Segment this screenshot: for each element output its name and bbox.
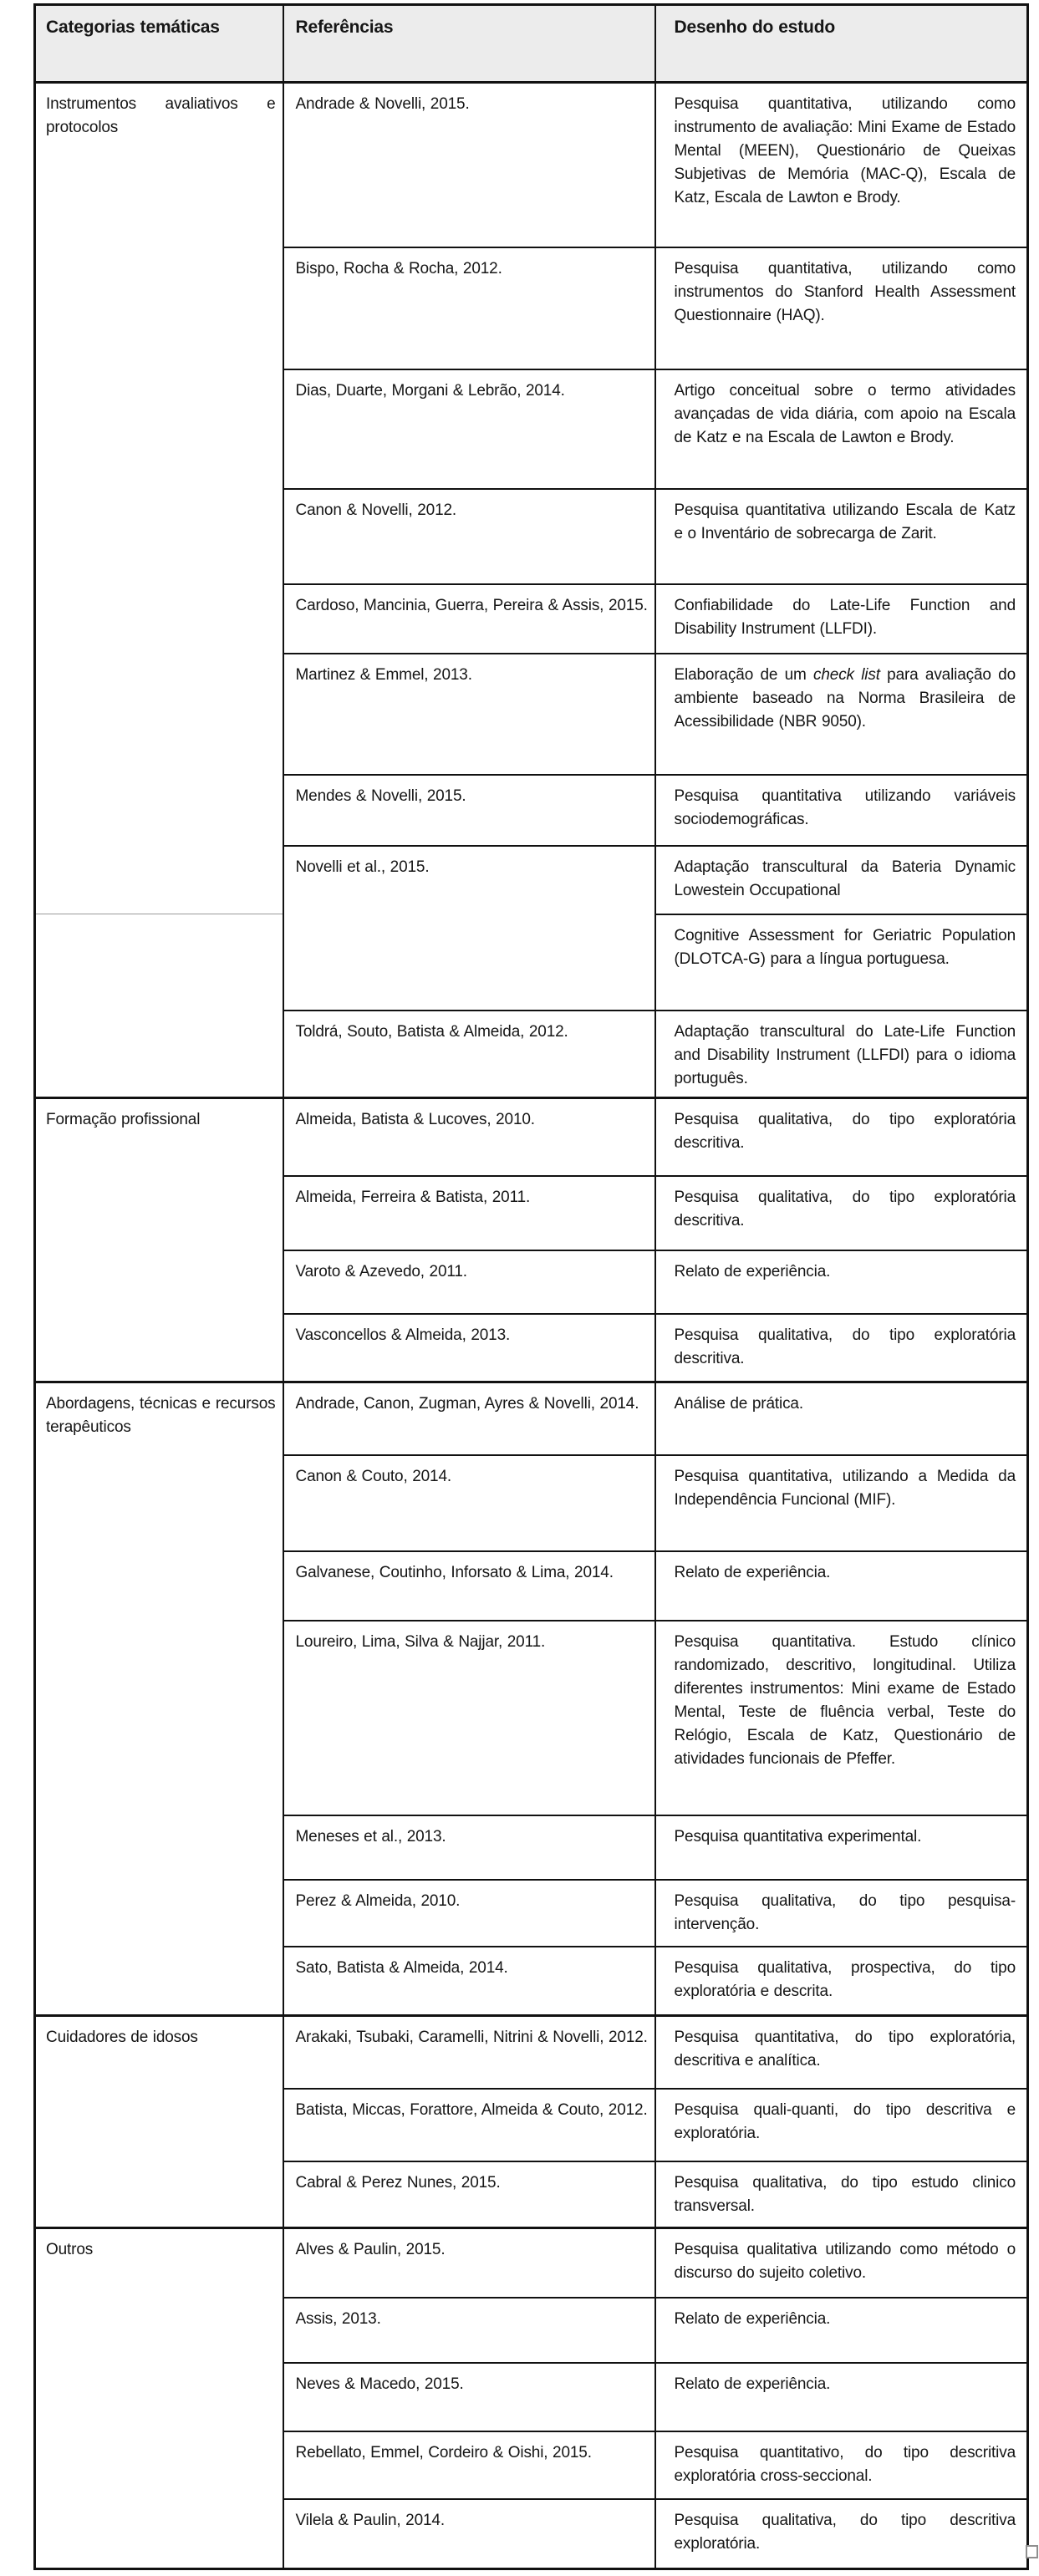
reference-cell: Arakaki, Tsubaki, Caramelli, Nitrini & Novelli, 2012. <box>283 2016 655 2089</box>
reference-cell: Sato, Batista & Almeida, 2014. <box>283 1947 655 2016</box>
missing-glyph-box <box>1026 2545 1038 2558</box>
category-cell: Cuidadores de idosos <box>35 2016 283 2228</box>
category-cell: Formação profissional <box>35 1098 283 1382</box>
reference-cell: Galvanese, Coutinho, Inforsato & Lima, 2014. <box>283 1551 655 1621</box>
reference-cell: Canon & Couto, 2014. <box>283 1455 655 1551</box>
reference-cell: Cardoso, Mancinia, Guerra, Pereira & Assis, 2015. <box>283 584 655 654</box>
table-row <box>35 1382 1028 1455</box>
study-design-cell: Elaboração de um check list para avaliação do ambiente baseado na Norma Brasileira de Acessibilidade (NBR 9050). <box>655 654 1028 775</box>
study-design-cell: Pesquisa quantitativa. Estudo clínico randomizado, descritivo, longitudinal. Utiliza diferentes instrumentos: Mini exame de Estado Mental, Teste de fluência verbal, Teste do Relógio, Escala de Katz, Questionário de atividades funcionais de Pfeffer. <box>655 1621 1028 1815</box>
reference-cell: Canon & Novelli, 2012. <box>283 489 655 584</box>
reference-cell: Andrade, Canon, Zugman, Ayres & Novelli, 2014. <box>283 1382 655 1455</box>
table-row <box>35 2016 1028 2089</box>
study-design-cell: Cognitive Assessment for Geriatric Population (DLOTCA-G) para a língua portuguesa. <box>655 914 1028 1011</box>
category-cell: Instrumentos avaliativos e protocolos <box>35 83 283 914</box>
study-design-cell: Relato de experiência. <box>655 1551 1028 1621</box>
reference-cell: Perez & Almeida, 2010. <box>283 1880 655 1947</box>
study-design-cell: Pesquisa qualitativa, do tipo pesquisa-intervenção. <box>655 1880 1028 1947</box>
reference-cell: Vasconcellos & Almeida, 2013. <box>283 1314 655 1382</box>
table-row <box>35 83 1028 247</box>
category-cell: Outros <box>35 2228 283 2569</box>
category-continuation-cell <box>35 914 283 1098</box>
reference-cell: Batista, Miccas, Forattore, Almeida & Couto, 2012. <box>283 2089 655 2161</box>
study-design-cell: Pesquisa quantitativa utilizando Escala de Katz e o Inventário de sobrecarga de Zarit. <box>655 489 1028 584</box>
study-design-cell: Pesquisa qualitativa, do tipo exploratória descritiva. <box>655 1176 1028 1250</box>
reference-cell: Loureiro, Lima, Silva & Najjar, 2011. <box>283 1621 655 1815</box>
italic-phrase: check list <box>813 665 880 684</box>
study-design-cell: Adaptação transcultural da Bateria Dynamic Lowestein Occupational <box>655 846 1028 914</box>
reference-cell: Neves & Macedo, 2015. <box>283 2363 655 2431</box>
study-design-cell: Análise de prática. <box>655 1382 1028 1455</box>
study-design-cell: Adaptação transcultural do Late-Life Function and Disability Instrument (LLFDI) para o idioma português. <box>655 1011 1028 1098</box>
study-design-cell: Relato de experiência. <box>655 2363 1028 2431</box>
table-row <box>35 2228 1028 2298</box>
reference-cell: Novelli et al., 2015. <box>283 846 655 1011</box>
study-design-cell: Artigo conceitual sobre o termo atividades avançadas de vida diária, com apoio na Escala de Katz e na Escala de Lawton e Brody. <box>655 369 1028 489</box>
study-design-cell: Pesquisa quantitativa utilizando variáveis sociodemográficas. <box>655 775 1028 846</box>
header-categorias-tematicas: Categorias temáticas <box>35 5 283 83</box>
study-design-cell: Pesquisa quali-quanti, do tipo descritiva e exploratória. <box>655 2089 1028 2161</box>
study-design-cell: Pesquisa qualitativa, do tipo exploratória descritiva. <box>655 1314 1028 1382</box>
study-design-cell: Pesquisa qualitativa utilizando como método o discurso do sujeito coletivo. <box>655 2228 1028 2298</box>
study-design-cell: Pesquisa quantitativo, do tipo descritiva exploratória cross-seccional. <box>655 2431 1028 2499</box>
study-design-cell: Pesquisa quantitativa, utilizando como instrumentos do Stanford Health Assessment Questionnaire (HAQ). <box>655 247 1028 369</box>
reference-cell: Martinez & Emmel, 2013. <box>283 654 655 775</box>
literature-table <box>33 3 1029 2570</box>
study-design-cell: Relato de experiência. <box>655 1250 1028 1314</box>
reference-cell: Dias, Duarte, Morgani & Lebrão, 2014. <box>283 369 655 489</box>
study-design-cell: Pesquisa qualitativa, prospectiva, do tipo exploratória e descrita. <box>655 1947 1028 2016</box>
reference-cell: Rebellato, Emmel, Cordeiro & Oishi, 2015. <box>283 2431 655 2499</box>
study-design-cell: Pesquisa quantitativa, utilizando a Medida da Independência Funcional (MIF). <box>655 1455 1028 1551</box>
study-design-cell: Pesquisa qualitativa, do tipo exploratória descritiva. <box>655 1098 1028 1176</box>
reference-cell: Bispo, Rocha & Rocha, 2012. <box>283 247 655 369</box>
reference-cell: Meneses et al., 2013. <box>283 1815 655 1880</box>
study-design-cell: Pesquisa qualitativa, do tipo descritiva exploratória. <box>655 2499 1028 2569</box>
table-row <box>35 1098 1028 1176</box>
reference-cell: Assis, 2013. <box>283 2298 655 2363</box>
study-design-cell: Relato de experiência. <box>655 2298 1028 2363</box>
table-header <box>35 5 1028 83</box>
reference-cell: Varoto & Azevedo, 2011. <box>283 1250 655 1314</box>
study-design-cell: Pesquisa quantitativa, do tipo exploratória, descritiva e analítica. <box>655 2016 1028 2089</box>
study-design-cell: Pesquisa qualitativa, do tipo estudo clinico transversal. <box>655 2161 1028 2228</box>
header-desenho-do-estudo: Desenho do estudo <box>655 5 1028 83</box>
reference-cell: Almeida, Ferreira & Batista, 2011. <box>283 1176 655 1250</box>
reference-cell: Toldrá, Souto, Batista & Almeida, 2012. <box>283 1011 655 1098</box>
reference-cell: Almeida, Batista & Lucoves, 2010. <box>283 1098 655 1176</box>
header-row <box>35 5 1028 83</box>
reference-cell: Andrade & Novelli, 2015. <box>283 83 655 247</box>
category-cell: Abordagens, técnicas e recursos terapêuticos <box>35 1382 283 2016</box>
reference-cell: Cabral & Perez Nunes, 2015. <box>283 2161 655 2228</box>
study-design-cell: Confiabilidade do Late-Life Function and Disability Instrument (LLFDI). <box>655 584 1028 654</box>
reference-cell: Vilela & Paulin, 2014. <box>283 2499 655 2569</box>
study-design-cell: Pesquisa quantitativa, utilizando como instrumento de avaliação: Mini Exame de Estado Mental (MEEN), Questionário de Queixas Subjetivas de Memória (MAC-Q), Escala de Katz, Escala de Lawton e Brody. <box>655 83 1028 247</box>
reference-cell: Mendes & Novelli, 2015. <box>283 775 655 846</box>
table-body <box>35 83 1028 2569</box>
reference-cell: Alves & Paulin, 2015. <box>283 2228 655 2298</box>
header-referencias: Referências <box>283 5 655 83</box>
study-design-cell: Pesquisa quantitativa experimental. <box>655 1815 1028 1880</box>
